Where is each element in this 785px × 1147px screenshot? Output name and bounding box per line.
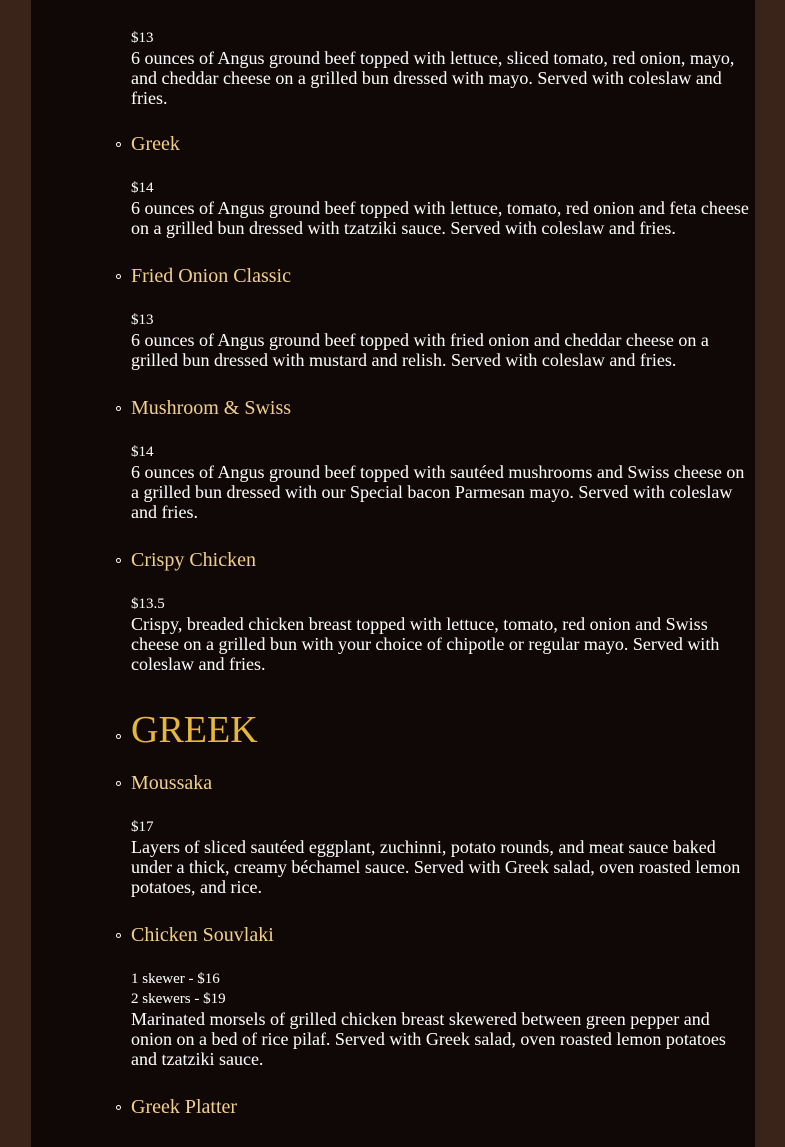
item-name: Greek Platter xyxy=(131,1096,238,1118)
section-title: GREEK xyxy=(131,709,258,751)
bullet-icon xyxy=(116,558,121,563)
menu-item xyxy=(131,923,753,1069)
item-name: Mushroom & Swiss xyxy=(131,397,292,419)
bullet-icon xyxy=(116,406,121,411)
item-name: Moussaka xyxy=(131,772,213,794)
item-description: 6 ounces of Angus ground beef topped with fried onion and cheddar cheese on a grilled bun dressed with mustard and relish. Served with coleslaw and fries. xyxy=(131,330,709,370)
menu-item xyxy=(131,28,753,108)
bullet-icon xyxy=(116,734,121,739)
bullet-icon xyxy=(116,933,121,938)
item-price: $14 xyxy=(131,444,154,460)
bullet-icon xyxy=(116,142,121,147)
menu-panel xyxy=(31,0,755,1147)
item-description: Layers of sliced sautéed eggplant, zuchinni, potato rounds, and meat sauce baked under a thick, creamy béchamel sauce. Served with Greek salad, oven roasted lemon potatoes, and rice. xyxy=(131,837,741,897)
item-price-single: 1 skewer - $16 xyxy=(131,971,220,987)
item-price: $13 xyxy=(131,312,154,328)
bullet-icon xyxy=(116,1105,121,1110)
item-price: $13.5 xyxy=(131,596,165,612)
bullet-icon xyxy=(116,274,121,279)
menu-item xyxy=(131,396,753,522)
item-price: $14 xyxy=(131,180,154,196)
item-description: 6 ounces of Angus ground beef topped with lettuce, sliced tomato, red onion, mayo, and cheddar cheese on a grilled bun dressed with mayo. Served with coleslaw and fries. xyxy=(131,48,735,108)
menu-item xyxy=(131,1095,753,1119)
item-description: 6 ounces of Angus ground beef topped with sautéed mushrooms and Swiss cheese on a grilled bun dressed with our Special bacon Parmesan mayo. Served with coleslaw and fries. xyxy=(131,462,745,522)
menu-item xyxy=(131,264,753,370)
item-price: $13 xyxy=(131,30,154,46)
item-price-double: 2 skewers - $19 xyxy=(131,991,226,1007)
item-price: $17 xyxy=(131,819,154,835)
menu-item xyxy=(131,771,753,897)
item-name: Fried Onion Classic xyxy=(131,265,291,287)
item-description: Crispy, breaded chicken breast topped with lettuce, tomato, red onion and Swiss cheese on a grilled bun with your choice of chipotle or regular mayo. Served with coleslaw and fries. xyxy=(131,614,720,674)
item-description: Marinated morsels of grilled chicken breast skewered between green pepper and onion on a bed of rice pilaf. Served with Greek salad, oven roasted lemon potatoes and tzatziki sauce. xyxy=(131,1009,726,1069)
menu-item xyxy=(131,548,753,674)
section-heading xyxy=(131,708,753,752)
bullet-icon xyxy=(116,781,121,786)
item-description: 6 ounces of Angus ground beef topped with lettuce, tomato, red onion and feta cheese on a grilled bun dressed with tzatziki sauce. Served with coleslaw and fries. xyxy=(131,198,749,238)
item-name: Greek xyxy=(131,133,180,155)
menu-item xyxy=(131,132,753,238)
item-name: Crispy Chicken xyxy=(131,549,256,571)
item-name: Chicken Souvlaki xyxy=(131,924,274,946)
